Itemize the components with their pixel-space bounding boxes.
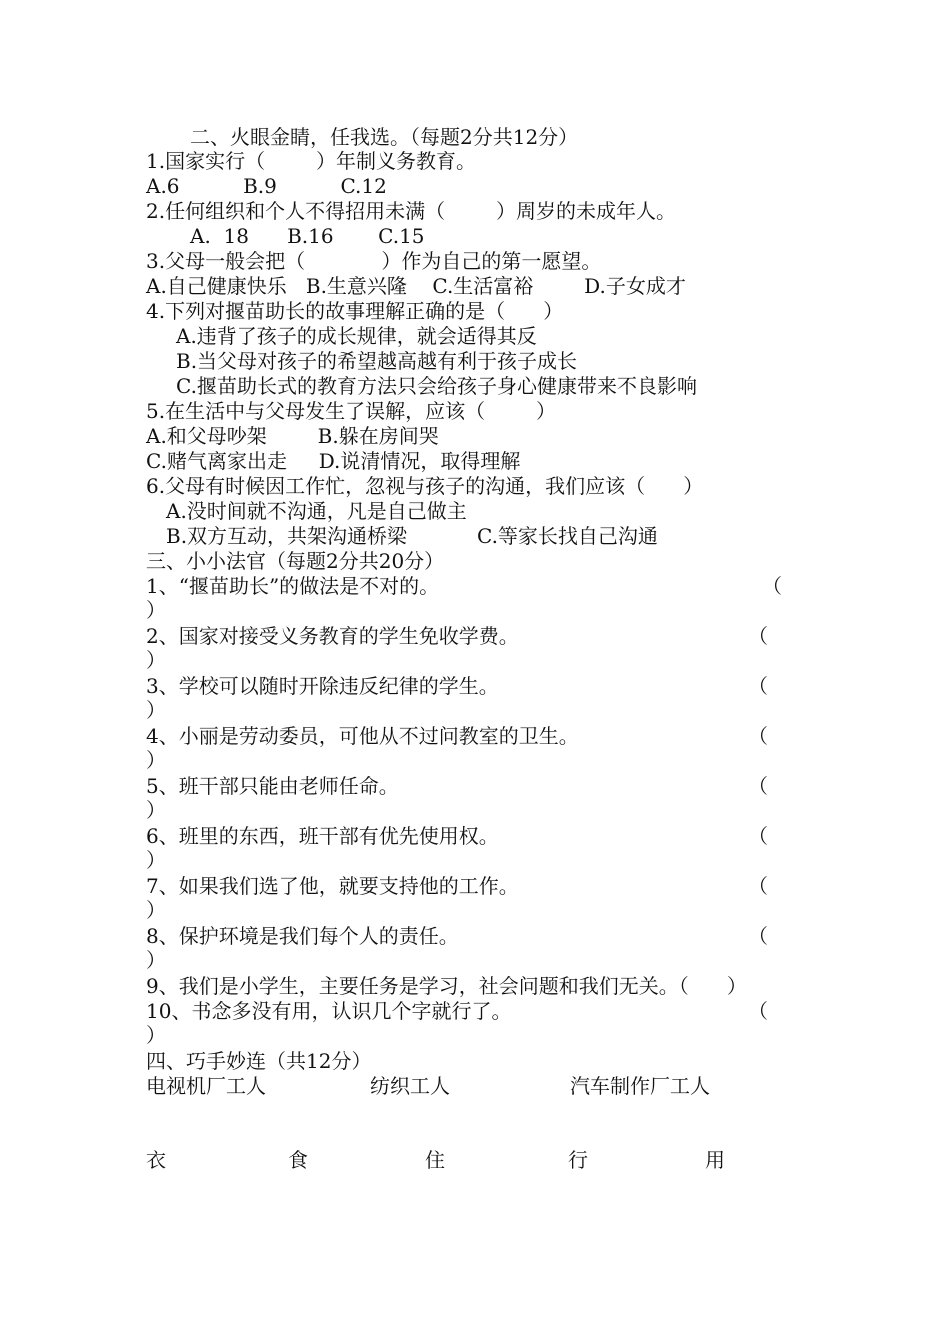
judge-item-8 bbox=[146, 924, 768, 972]
q3-options: A.自己健康快乐 B.生意兴隆 C.生活富裕 D.子女成才 bbox=[146, 274, 686, 298]
q4-option-a: A.违背了孩子的成长规律，就会适得其反 bbox=[176, 324, 537, 348]
judge-item-4-paren-open: （ bbox=[748, 724, 768, 748]
q5-options-cd: C.赌气离家出走 D.说清情况，取得理解 bbox=[146, 449, 521, 473]
worker-tv-factory: 电视机厂工人 bbox=[146, 1074, 266, 1098]
q2-options: A. 18 B.16 C.15 bbox=[190, 224, 425, 248]
worker-car-factory: 汽车制作厂工人 bbox=[570, 1074, 710, 1098]
judge-item-2-paren-open: （ bbox=[748, 624, 768, 648]
judge-item-1-paren-open: （ bbox=[762, 574, 782, 598]
need-clothing: 衣 bbox=[146, 1148, 166, 1172]
q3-stem: 3.父母一般会把（ ）作为自己的第一愿望。 bbox=[146, 249, 602, 273]
judge-item-4-paren-close: ） bbox=[146, 748, 166, 772]
judge-item-7-paren-close: ） bbox=[146, 898, 166, 922]
judge-item-2-paren-close: ） bbox=[146, 648, 166, 672]
judge-item-3-paren-open: （ bbox=[748, 674, 768, 698]
judge-item-7-text: 7、如果我们选了他，就要支持他的工作。 bbox=[146, 874, 519, 898]
q4-option-c: C.揠苗助长式的教育方法只会给孩子身心健康带来不良影响 bbox=[176, 374, 697, 398]
judge-item-7-paren-open: （ bbox=[748, 874, 768, 898]
q6-options-bc: B.双方互动，共架沟通桥梁 C.等家长找自己沟通 bbox=[166, 524, 658, 548]
judge-item-1 bbox=[146, 574, 782, 622]
section2-title: 二、火眼金睛，任我选。（每题2分共12分） bbox=[190, 125, 579, 149]
need-housing: 住 bbox=[425, 1148, 445, 1172]
judge-item-1-text: 1、“揠苗助长”的做法是不对的。 bbox=[146, 574, 440, 598]
need-food: 食 bbox=[288, 1148, 308, 1172]
judge-item-10-paren-close: ） bbox=[146, 1023, 166, 1047]
judge-item-3-text: 3、学校可以随时开除违反纪律的学生。 bbox=[146, 674, 499, 698]
judge-item-5-paren-open: （ bbox=[748, 774, 768, 798]
need-goods: 用 bbox=[705, 1148, 725, 1172]
q4-stem: 4.下列对揠苗助长的故事理解正确的是（ ） bbox=[146, 299, 564, 323]
judge-item-3 bbox=[146, 674, 768, 722]
q6-option-a: A.没时间就不沟通，凡是自己做主 bbox=[166, 499, 467, 523]
q4-option-b: B.当父母对孩子的希望越高越有利于孩子成长 bbox=[176, 349, 578, 373]
q6-stem: 6.父母有时候因工作忙，忽视与孩子的沟通，我们应该（ ） bbox=[146, 474, 704, 498]
judge-item-10-text: 10、书念多没有用，认识几个字就行了。 bbox=[146, 999, 512, 1023]
q5-stem: 5.在生活中与父母发生了误解，应该（ ） bbox=[146, 399, 556, 423]
worker-textile: 纺织工人 bbox=[370, 1074, 450, 1098]
judge-item-10 bbox=[146, 999, 768, 1047]
judge-item-8-paren-open: （ bbox=[748, 924, 768, 948]
judge-item-2-text: 2、国家对接受义务教育的学生免收学费。 bbox=[146, 624, 519, 648]
judge-item-5-text: 5、班干部只能由老师任命。 bbox=[146, 774, 399, 798]
judge-item-1-paren-close: ） bbox=[146, 598, 166, 622]
judge-item-6-paren-open: （ bbox=[748, 824, 768, 848]
judge-item-4 bbox=[146, 724, 768, 772]
judge-item-8-text: 8、保护环境是我们每个人的责任。 bbox=[146, 924, 459, 948]
need-transport: 行 bbox=[568, 1148, 588, 1172]
section4-title: 四、巧手妙连（共12分） bbox=[146, 1049, 372, 1073]
judge-item-5-paren-close: ） bbox=[146, 798, 166, 822]
judge-item-6-text: 6、班里的东西，班干部有优先使用权。 bbox=[146, 824, 499, 848]
judge-item-5 bbox=[146, 774, 768, 822]
judge-item-7 bbox=[146, 874, 768, 922]
section3-title: 三、小小法官（每题2分共20分） bbox=[146, 549, 445, 573]
q1-stem: 1.国家实行（ ）年制义务教育。 bbox=[146, 149, 476, 173]
judge-item-6-paren-close: ） bbox=[146, 848, 166, 872]
judge-item-6 bbox=[146, 824, 768, 872]
judge-item-4-text: 4、小丽是劳动委员，可他从不过问教室的卫生。 bbox=[146, 724, 579, 748]
judge-item-3-paren-close: ） bbox=[146, 698, 166, 722]
q1-options: A.6 B.9 C.12 bbox=[146, 174, 387, 198]
q2-stem: 2.任何组织和个人不得招用未满（ ）周岁的未成年人。 bbox=[146, 199, 676, 223]
judge-item-8-paren-close: ） bbox=[146, 948, 166, 972]
judge-item-9: 9、我们是小学生，主要任务是学习，社会问题和我们无关。（ ） bbox=[146, 974, 747, 998]
q5-options-ab: A.和父母吵架 B.躲在房间哭 bbox=[146, 424, 439, 448]
judge-item-2 bbox=[146, 624, 768, 672]
judge-item-10-paren-open: （ bbox=[748, 999, 768, 1023]
